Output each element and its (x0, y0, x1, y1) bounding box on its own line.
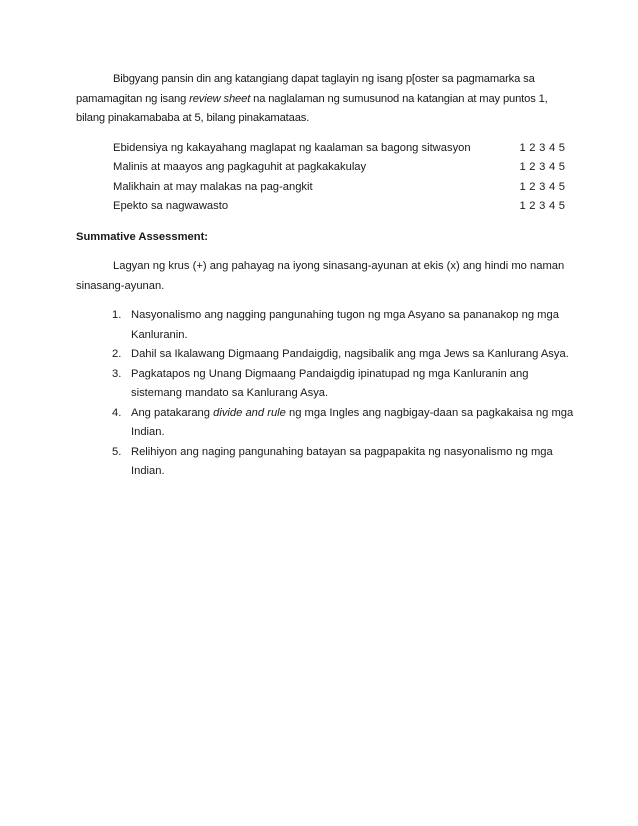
rubric-criterion: Malikhain at may malakas na pag-angkit (113, 180, 313, 193)
rubric-table (113, 139, 568, 217)
intro-text-1: Bibgyang pansin din ang katangiang dapat taglayin ng isang p[oster sa pagmamarka sa pamamagitan ng isang (76, 73, 535, 105)
item-text-after: ng mga Ingles ang nagbigay-daan sa pagkakaisa ng mga Indian. (131, 406, 574, 438)
rubric-scale: 1 2 3 4 5 (519, 161, 565, 173)
item-text: Pagkatapos ng Unang Digmaang Pandaigdig ipinatupad ng mga Kanluranin ang sistemang mandato sa Kanlurang Asya. (131, 367, 529, 399)
list-item (112, 443, 574, 482)
intro-italic-term: review sheet (189, 92, 251, 105)
rubric-row (113, 158, 568, 178)
list-item (112, 306, 574, 345)
list-item (112, 404, 574, 443)
item-italic-term: divide and rule (213, 406, 286, 419)
item-text: Nasyonalismo ang nagging pangunahing tugon ng mga Asyano sa pananakop ng mga Kanluranin. (131, 309, 559, 341)
rubric-row (113, 139, 568, 159)
intro-paragraph (76, 70, 576, 129)
rubric-row (113, 178, 568, 198)
list-item (112, 345, 574, 365)
rubric-scale: 1 2 3 4 5 (519, 141, 565, 154)
statement-list (76, 306, 576, 482)
item-number: 2. (112, 348, 122, 360)
item-text-before: Ang patakarang (131, 406, 214, 419)
section-heading: Summative Assessment: (76, 230, 209, 243)
item-number: 3. (112, 367, 122, 380)
rubric-row (113, 197, 568, 217)
rubric-criterion: Ebidensiya ng kakayahang maglapat ng kaalaman sa bagong sitwasyon (113, 141, 471, 154)
item-text (131, 404, 574, 443)
item-number: 5. (112, 445, 122, 458)
item-text: Dahil sa Ikalawang Digmaang Pandaigdig, nagsibalik ang mga Jews sa Kanlurang Asya. (131, 348, 569, 360)
item-number: 4. (112, 406, 122, 419)
list-item (112, 365, 574, 404)
rubric-scale: 1 2 3 4 5 (519, 180, 565, 193)
instruction-paragraph: Lagyan ng krus (+) ang pahayag na iyong sinasang-ayunan at ekis (x) ang hindi mo naman sinasang-ayunan. (76, 260, 565, 292)
rubric-criterion: Malinis at maayos ang pagkaguhit at pagkakakulay (113, 161, 367, 173)
document-page (76, 70, 576, 493)
rubric-criterion: Epekto sa nagwawasto (113, 200, 229, 212)
intro-text-2: na naglalaman ng sumusunod na katangian at may puntos 1, bilang pinakamababa at 5, bilang pinakamataas. (76, 92, 548, 124)
item-number: 1. (112, 309, 122, 321)
item-text: Relihiyon ang naging pangunahing batayan sa pagpapakita ng nasyonalismo ng mga Indian. (131, 445, 553, 477)
rubric-scale: 1 2 3 4 5 (519, 200, 565, 212)
